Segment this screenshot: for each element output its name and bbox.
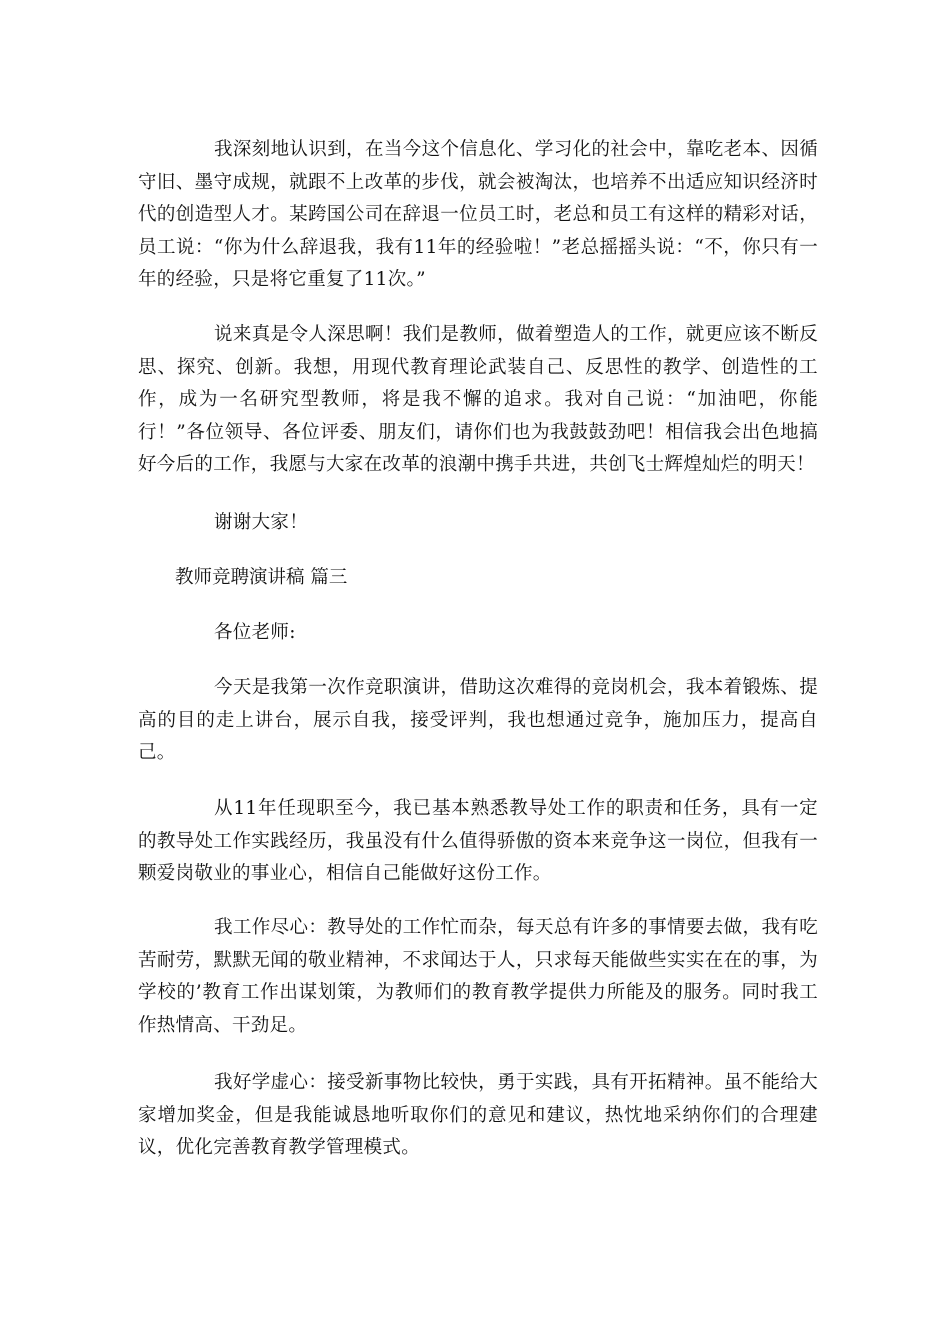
paragraph-experience-duties: 从11年任现职至今，我已基本熟悉教导处工作的职责和任务，具有一定的教导处工作实践经历，我虽没有什么值得骄傲的资本来竞争这一岗位，但我有一颗爱岗敬业的事业心，相信自己能做好这份工作。 [138, 798, 818, 884]
paragraph-experience: 我深刻地认识到，在当今这个信息化、学习化的社会中，靠吃老本、因循守旧、墨守成规，就跟不上改革的步伐，就会被淘汰，也培养不出适应知识经济时代的创造型人才。某跨国公司在辞退一位员工时，老总和员工有这样的精彩对话，员工说：“你为什么辞退我，我有11年的经验啦！”老总摇摇头说：“不，你只有一年的经验，只是将它重复了11次。” [138, 139, 818, 290]
paragraph-diligence: 我工作尽心：教导处的工作忙而杂，每天总有许多的事情要去做，我有吃苦耐劳，默默无闻的敬业精神，不求闻达于人，只求每天能做些实实在在的事，为学校的’教育工作出谋划策，为教师们的教育教学提供力所能及的服务。同时我工作热情高、干劲足。 [138, 917, 818, 1036]
paragraph-greeting: 各位老师: [214, 622, 296, 643]
paragraph-reflection: 说来真是令人深思啊！我们是教师，做着塑造人的工作，就更应该不断反思、探究、创新。我想，用现代教育理论武装自己、反思性的教学、创造性的工作，成为一名研究型教师，将是我不懈的追求。我对自己说：“加油吧，你能行！”各位领导、各位评委、朋友们，请你们也为我鼓鼓劲吧！相信我会出色地搞好今后的工作，我愿与大家在改革的浪潮中携手共进，共创飞士辉煌灿烂的明天！ [138, 324, 818, 475]
paragraph-humility: 我好学虚心：接受新事物比较快，勇于实践，具有开拓精神。虽不能给大家增加奖金，但是我能诚恳地听取你们的意见和建议，热忱地采纳你们的合理建议，优化完善教育教学管理模式。 [138, 1072, 818, 1158]
paragraph-thanks: 谢谢大家！ [214, 512, 309, 533]
section-heading: 教师竞聘演讲稿 篇三 [175, 567, 348, 588]
paragraph-introduction: 今天是我第一次作竞职演讲，借助这次难得的竞岗机会，我本着锻炼、提高的目的走上讲台，展示自我，接受评判，我也想通过竞争，施加压力，提高自己。 [138, 677, 818, 763]
